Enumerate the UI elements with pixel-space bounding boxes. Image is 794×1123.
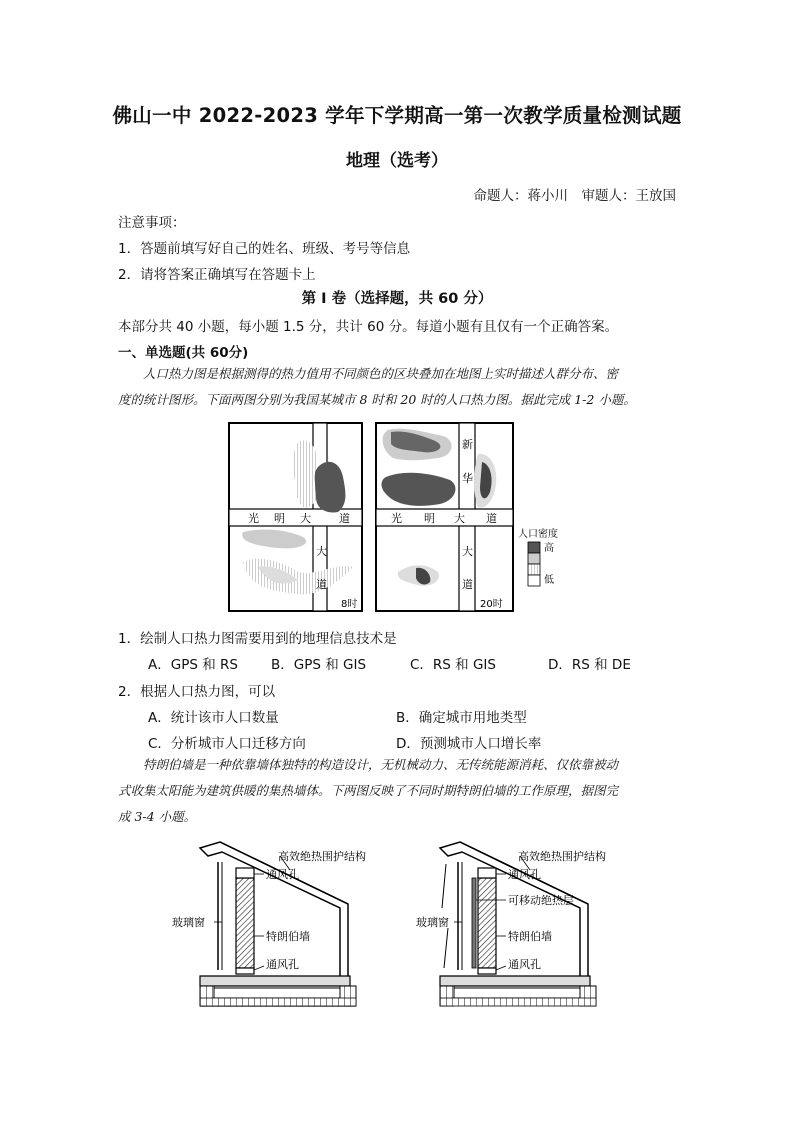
heatmap-8h-panel <box>229 423 362 611</box>
label-movable-insulation: 可移动绝热层 <box>508 894 574 907</box>
road-label: 光 <box>391 512 402 525</box>
passage-2 <box>118 752 678 830</box>
road-label: 大 <box>462 545 473 558</box>
road-label: 道 <box>462 578 473 591</box>
label-trombe-wall: 特朗伯墙 <box>266 930 310 943</box>
legend-swatch-low-medium <box>528 564 540 575</box>
passage-1-line-1: 人口热力图是根据测得的热力值用不同颜色的区块叠加在地图上实时描述人群分布、密 <box>143 366 619 381</box>
q1-stem: 1．绘制人口热力图需要用到的地理信息技术是 <box>118 631 397 647</box>
label-vent-top: 通风孔 <box>266 868 299 881</box>
q2-option-c: C．分析城市人口迁移方向 <box>148 736 306 752</box>
label-vent-top: 通风孔 <box>508 868 541 881</box>
legend-title: 人口密度 <box>518 529 558 540</box>
heatmap-figure <box>228 422 568 614</box>
road-label: 明 <box>274 512 285 525</box>
legend-swatch-high <box>528 542 540 553</box>
passage-1-line-2: 度的统计图形。下面两图分别为我国某城市 8 时和 20 时的人口热力图。据此完成 1-2 小题。 <box>118 392 636 407</box>
passage-2-line-3: 成 3-4 小题。 <box>118 809 197 824</box>
label-glass-window: 玻璃窗 <box>172 916 205 929</box>
road-label: 大 <box>300 512 311 525</box>
road-label: 大 <box>316 545 327 558</box>
page-title: 佛山一中 2022-2023 学年下学期高一第一次教学质量检测试题 <box>112 104 682 127</box>
road-label: 明 <box>424 512 435 525</box>
q1-option-a: A．GPS 和 RS <box>148 657 238 673</box>
road-label: 光 <box>248 512 259 525</box>
label-insulated-envelope: 高效绝热围护结构 <box>278 850 366 863</box>
passage-1 <box>118 361 678 413</box>
road-label: 大 <box>454 512 465 525</box>
road-label: 道 <box>486 512 497 525</box>
notice-heading: 注意事项： <box>118 215 186 231</box>
time-label-8h: 8时 <box>341 599 358 610</box>
trombe-wall-figure <box>170 838 640 1013</box>
q2-option-a: A．统计该市人口数量 <box>148 710 279 726</box>
part1-title: 第 I 卷（选择题，共 60 分） <box>301 291 493 307</box>
road-label: 道 <box>339 512 350 525</box>
q2-option-b: B．确定城市用地类型 <box>396 710 527 726</box>
notice-item-1: 1．答题前填写好自己的姓名、班级、考号等信息 <box>118 241 411 257</box>
legend-low: 低 <box>544 575 554 586</box>
road-label: 新 <box>462 438 473 451</box>
trombe-wall-diagram-2 <box>416 842 606 1006</box>
heatmap-20h-panel <box>376 423 513 611</box>
section-heading: 一、单选题(共 60分) <box>118 345 249 361</box>
label-vent-bottom: 通风孔 <box>508 958 541 971</box>
road-label: 道 <box>316 578 327 591</box>
label-insulated-envelope: 高效绝热围护结构 <box>518 850 606 863</box>
page-subtitle: 地理（选考） <box>346 151 448 171</box>
legend-swatch-medium <box>528 553 540 564</box>
authors: 命题人：蒋小川 审题人：王放国 <box>473 188 676 204</box>
notice-item-2: 2．请将答案正确填写在答题卡上 <box>118 267 316 283</box>
q1-option-c: C．RS 和 GIS <box>410 657 496 673</box>
trombe-wall-diagram-1 <box>172 842 366 1006</box>
label-trombe-wall: 特朗伯墙 <box>508 930 552 943</box>
part1-desc: 本部分共 40 小题，每小题 1.5 分，共计 60 分。每道小题有且仅有一个正确答案。 <box>118 319 619 335</box>
q1-option-b: B．GPS 和 GIS <box>271 657 367 673</box>
label-vent-bottom: 通风孔 <box>266 958 299 971</box>
passage-2-line-1: 特朗伯墙是一种依靠墙体独特的构造设计，无机械动力、无传统能源消耗、仅依靠被动 <box>143 757 619 772</box>
legend-high: 高 <box>544 543 554 554</box>
legend-swatch-low <box>528 575 540 586</box>
time-label-20h: 20时 <box>480 599 503 610</box>
passage-2-line-2: 式收集太阳能为建筑供暖的集热墙体。下两图反映了不同时期特朗伯墙的工作原理，据图完 <box>118 783 619 798</box>
q2-option-d: D．预测城市人口增长率 <box>396 736 542 752</box>
label-glass-window: 玻璃窗 <box>416 916 449 929</box>
q2-stem: 2．根据人口热力图，可以 <box>118 684 276 700</box>
q1-option-d: D．RS 和 DE <box>548 657 631 673</box>
heatmap-legend <box>518 527 558 586</box>
road-label: 华 <box>462 472 473 485</box>
